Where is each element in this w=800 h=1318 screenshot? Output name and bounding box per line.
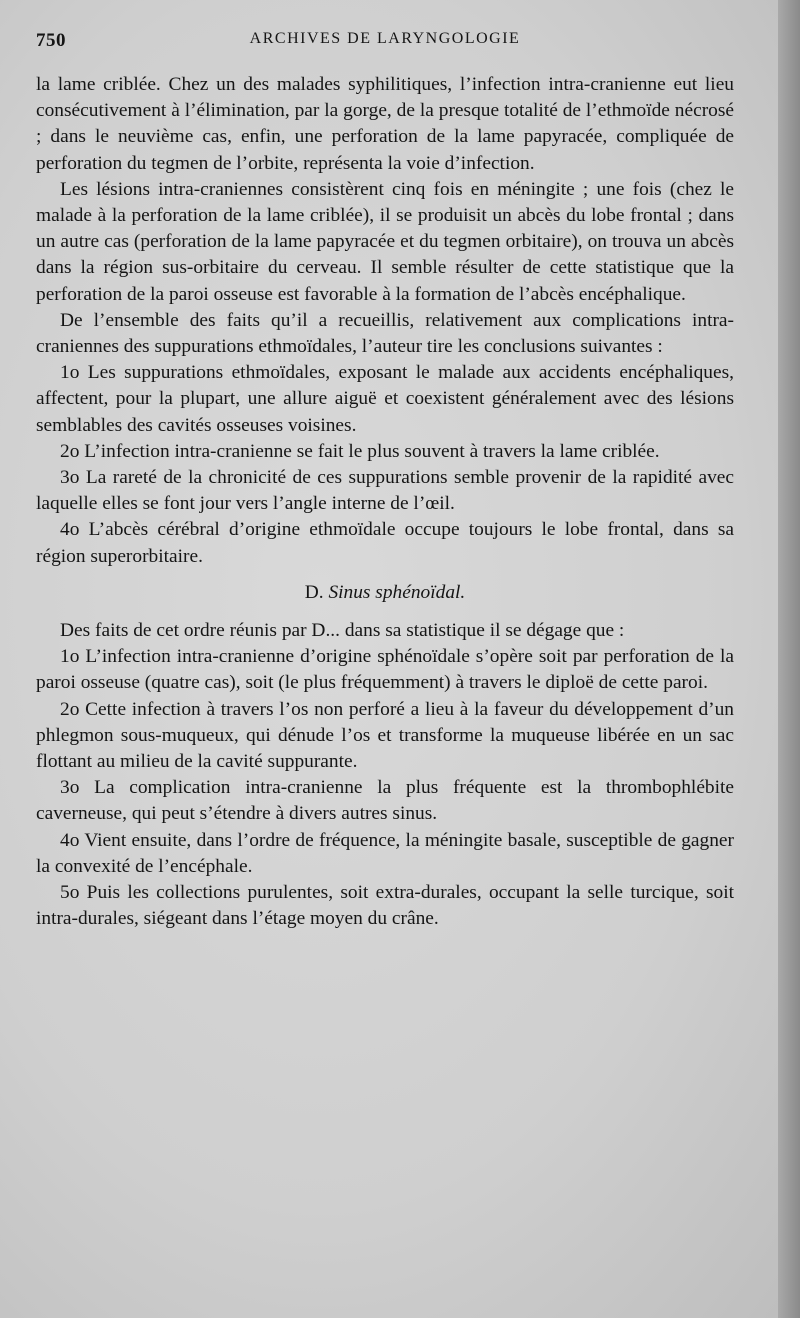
paragraph: 2o Cette infection à travers l’os non perforé a lieu à la faveur du développement d’un phlegmon sous-muqueux, qui dénude l’os et transforme la muqueuse libérée en un sac flottant au milieu de la cavité suppurante. bbox=[36, 698, 734, 773]
running-head bbox=[36, 26, 734, 60]
paragraph: 1o L’infection intra-cranienne d’origine sphénoïdale s’opère soit par perforation de la paroi osseuse (quatre cas), soit (le plus fréquemment) à travers le diploë de cette paroi. bbox=[36, 646, 734, 694]
paragraph: 4o Vient ensuite, dans l’ordre de fréquence, la méningite basale, susceptible de gagner la convexité de l’encéphale. bbox=[36, 829, 734, 877]
section-heading-title: Sinus sphénoïdal. bbox=[328, 581, 466, 603]
page-number: 750 bbox=[36, 30, 66, 51]
section-heading-prefix: D. bbox=[304, 581, 324, 603]
body-text bbox=[36, 72, 734, 933]
page-spine-shadow bbox=[778, 0, 800, 1318]
paragraph: Les lésions intra-craniennes consistèrent cinq fois en méningite ; une fois (chez le malade à la perforation de la lame criblée), il se produisit un abcès du lobe frontal ; dans un autre cas (perforation de la lame papyracée et du tegmen orbitaire), on trouva un abcès dans la région sus-orbitaire du cerveau. Il semble résulter de cette statistique que la perforation de la paroi osseuse est favorable à la formation de l’abcès encéphalique. bbox=[36, 178, 734, 305]
paragraph: la lame criblée. Chez un des malades syphilitiques, l’infection intra-cranienne eut lieu consécutivement à l’élimination, par la gorge, de la presque totalité de l’ethmoïde nécrosé ; dans le neuvième cas, enfin, une perforation de la lame papyracée, compliquée de perforation du tegmen de l’orbite, représenta la voie d’infection. bbox=[36, 74, 734, 174]
paragraph: 1o Les suppurations ethmoïdales, exposant le malade aux accidents encéphaliques, affectent, pour la plupart, une allure aiguë et coexistent généralement avec des lésions semblables des cavités osseuses voisines. bbox=[36, 362, 734, 436]
paragraph: De l’ensemble des faits qu’il a recueillis, relativement aux complications intra-craniennes des suppurations ethmoïdales, l’auteur tire les conclusions suivantes : bbox=[36, 309, 734, 358]
journal-title: ARCHIVES DE LARYNGOLOGIE bbox=[249, 30, 521, 47]
paragraph: 4o L’abcès cérébral d’origine ethmoïdale occupe toujours le lobe frontal, dans sa région superorbitaire. bbox=[36, 519, 734, 567]
paragraph: 5o Puis les collections purulentes, soit extra-durales, occupant la selle turcique, soit intra-durales, siégeant dans l’étage moyen du crâne. bbox=[36, 882, 734, 930]
paragraph: 2o L’infection intra-cranienne se fait le plus souvent à travers la lame criblée. bbox=[60, 440, 660, 462]
section-heading bbox=[36, 580, 734, 606]
paragraph: 3o La complication intra-cranienne la plus fréquente est la thrombophlébite caverneuse, qui peut s’étendre à divers autres sinus. bbox=[36, 777, 734, 825]
paragraph: 3o La rareté de la chronicité de ces suppurations semble provenir de la rapidité avec laquelle elles se font jour vers l’angle interne de l’œil. bbox=[36, 467, 734, 515]
paragraph: Des faits de cet ordre réunis par D... dans sa statistique il se dégage que : bbox=[60, 620, 625, 642]
